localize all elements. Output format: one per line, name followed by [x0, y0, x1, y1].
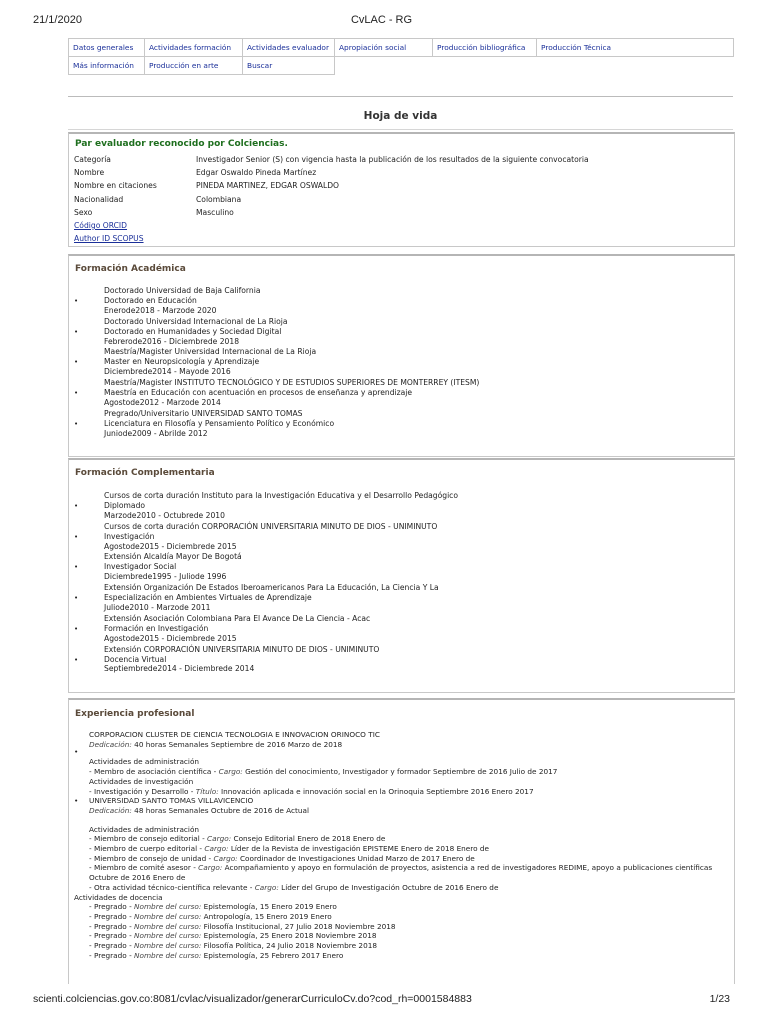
period: Juliode2010 - Marzode 2011	[104, 602, 211, 612]
nav-produccion-bibliografica[interactable]: Producción bibliográfica	[433, 39, 537, 57]
degree: Doctorado en Humanidades y Sociedad Digital	[104, 326, 282, 336]
degree: Master en Neuropsicología y Aprendizaje	[104, 357, 260, 367]
field-label: Nacionalidad	[74, 194, 124, 204]
teaching-item: - Pregrado - Nombre del curso: Filosofía Institucional, 27 Julio 2018 Noviembre 2018	[89, 921, 396, 931]
academic-heading: Formación Académica	[75, 264, 186, 274]
list-item	[74, 552, 724, 582]
course: Formación en Investigación	[104, 623, 209, 633]
nav-apropiacion-social[interactable]: Apropiación social	[335, 39, 433, 57]
field-value: Colombiana	[196, 194, 242, 204]
admin-item-cont: Octubre de 2016 Enero de	[89, 873, 186, 883]
scopus-link[interactable]: Author ID SCOPUS	[74, 234, 144, 244]
institution: Maestría/Magister Universidad Internacional de La Rioja	[104, 347, 317, 357]
institution: Cursos de corta duración CORPORACIÓN UNIVERSITARIA MINUTO DE DIOS - UNIMINUTO	[104, 521, 438, 531]
teaching-item: - Pregrado - Nombre del curso: Filosofía Política, 24 Julio 2018 Noviembre 2018	[89, 941, 377, 951]
print-url: scienti.colciencias.gov.co:8081/cvlac/visualizador/generarCurriculoCv.do?cod_rh=0001584883	[33, 993, 472, 1005]
bullet-icon: •	[74, 563, 79, 572]
list-item	[74, 378, 724, 408]
bullet-icon: •	[74, 624, 79, 633]
bullet-icon: •	[74, 327, 79, 336]
nav-actividades-evaluador[interactable]: Actividades evaluador	[243, 39, 335, 57]
institution: Extensión Alcaldía Mayor De Bogotá	[104, 552, 242, 562]
dedication: Dedicación: 40 horas Semanales Septiembre de 2016 Marzo de 2018	[89, 739, 343, 749]
period: Agostode2012 - Marzode 2014	[104, 397, 221, 407]
period: Febrerode2016 - Diciembrede 2018	[104, 336, 240, 346]
complementary-heading: Formación Complementaria	[75, 468, 215, 478]
period: Diciembrede2014 - Mayode 2016	[104, 367, 231, 377]
teaching-item: - Pregrado - Nombre del curso: Antropología, 15 Enero 2019 Enero	[89, 911, 332, 921]
print-header	[33, 14, 730, 30]
course: Docencia Virtual	[104, 654, 167, 664]
nav-produccion-arte[interactable]: Producción en arte	[145, 57, 243, 75]
print-date: 21/1/2020	[33, 14, 82, 26]
organization-name: UNIVERSIDAD SANTO TOMAS VILLAVICENCIO	[89, 796, 254, 806]
bullet-icon: •	[74, 655, 79, 664]
field-value: Investigador Senior (S) con vigencia hasta la publicación de los resultados de la siguiente convocatoria	[196, 155, 589, 164]
field-value: PINEDA MARTINEZ, EDGAR OSWALDO	[196, 181, 340, 191]
teaching-heading: Actividades de docencia	[74, 892, 163, 902]
complementary-list	[74, 491, 724, 675]
list-item	[74, 286, 724, 316]
admin-item: - Miembro de comité asesor - Cargo: Acompañamiento y apoyo en formulación de proyectos, asistencia a red de investigadores REDIME, apoyo a publicaciones científicas	[89, 863, 713, 873]
list-item	[74, 409, 724, 439]
research-item: - Investigación y Desarrollo - Título: Innovación aplicada e innovación social en la Orinoquia Septiembre 2016 Enero 2017	[89, 786, 534, 796]
nav-empty	[335, 57, 734, 75]
degree: Maestría en Educación con acentuación en procesos de enseñanza y aprendizaje	[104, 388, 413, 398]
list-item	[74, 491, 724, 521]
nav-datos-generales[interactable]: Datos generales	[69, 39, 145, 57]
bullet-icon: •	[74, 358, 79, 367]
course: Especialización en Ambientes Virtuales de Aprendizaje	[104, 593, 312, 603]
period: Agostode2015 - Diciembrede 2015	[104, 541, 237, 551]
list-item	[74, 522, 724, 552]
course: Investigador Social	[104, 562, 177, 572]
list-item	[74, 317, 724, 347]
bullet-icon: •	[74, 297, 79, 305]
bullet-icon: •	[74, 796, 79, 806]
field-label: Nombre en citaciones	[74, 181, 157, 191]
degree: Doctorado en Educación	[104, 295, 197, 305]
period: Enerode2018 - Marzode 2020	[104, 305, 217, 315]
print-title: CvLAC - RG	[350, 14, 413, 26]
admin-heading: Actividades de administración	[89, 757, 200, 767]
degree: Licenciatura en Filosofía y Pensamiento Político y Económico	[104, 418, 335, 428]
institution: Extensión Asociación Colombiana Para El Avance De La Ciencia - Acac	[104, 613, 371, 623]
nav-menu	[68, 38, 734, 75]
nav-actividades-formacion[interactable]: Actividades formación	[145, 39, 243, 57]
field-label: Nombre	[74, 168, 105, 178]
admin-item: - Miembro de consejo de unidad - Cargo: Coordinador de Investigaciones Unidad Marzo de 2017 Enero de	[89, 853, 475, 863]
period: Septiembrede2014 - Diciembrede 2014	[104, 664, 255, 674]
institution: Maestría/Magister INSTITUTO TECNOLÓGICO Y DE ESTUDIOS SUPERIORES DE MONTERREY (ITESM)	[104, 378, 480, 388]
bullet-icon: •	[74, 594, 79, 603]
institution: Cursos de corta duración Instituto para la Investigación Educativa y el Desarrollo Pedagógico	[104, 491, 459, 500]
admin-item: - Miembro de consejo editorial - Cargo: Consejo Editorial Enero de 2018 Enero de	[89, 834, 386, 844]
period: Agostode2015 - Diciembrede 2015	[104, 633, 237, 643]
field-label: Sexo	[74, 207, 93, 217]
admin-item: - Miembro de cuerpo editorial - Cargo: Líder de la Revista de investigación EPISTEME Enero de 2018 Enero de	[89, 844, 490, 854]
orcid-link[interactable]: Código ORCID	[74, 220, 128, 230]
nav-buscar[interactable]: Buscar	[243, 57, 335, 75]
institution: Extensión Organización De Estados Iberoamericanos Para La Educación, La Ciencia Y La	[104, 583, 439, 593]
other-activity: - Otra actividad técnico-científica relevante - Cargo: Líder del Grupo de Investigación Octubre de 2016 Enero de	[89, 882, 499, 892]
field-value: Masculino	[196, 207, 234, 217]
dedication: Dedicación: 48 horas Semanales Octubre de 2016 de Actual	[89, 805, 310, 815]
admin-item: - Membro de asociación científica - Cargo: Gestión del conocimiento, Investigador y formador Septiembre de 2016 Julio de 2017	[89, 767, 558, 777]
bullet-icon: •	[74, 419, 79, 428]
organization-name: CORPORACION CLUSTER DE CIENCIA TECNOLOGIA E INNOVACION ORINOCO TIC	[89, 730, 380, 739]
bullet-icon: •	[74, 747, 79, 757]
divider	[68, 96, 733, 97]
period: Diciembrede1995 - Juliode 1996	[104, 572, 227, 582]
list-item	[74, 645, 724, 675]
institution: Pregrado/Universitario UNIVERSIDAD SANTO TOMAS	[104, 408, 303, 418]
divider	[68, 129, 733, 130]
evaluator-heading: Par evaluador reconocido por Colciencias.	[75, 139, 288, 149]
research-heading: Actividades de investigación	[89, 776, 194, 786]
field-value: Edgar Oswaldo Pineda Martínez	[196, 168, 317, 178]
bullet-icon: •	[74, 389, 79, 398]
teaching-item: - Pregrado - Nombre del curso: Epistemología, 25 Enero 2018 Noviembre 2018	[89, 931, 377, 941]
institution: Extensión CORPORACIÓN UNIVERSITARIA MINUTO DE DIOS - UNIMINUTO	[104, 644, 380, 654]
academic-list	[74, 286, 724, 440]
nav-produccion-tecnica[interactable]: Producción Técnica	[537, 39, 734, 57]
print-footer	[33, 993, 730, 1005]
field-label: Categoría	[74, 155, 111, 164]
course: Diplomado	[104, 500, 146, 510]
period: Juniode2009 - Abrilde 2012	[104, 428, 208, 438]
experience-list	[74, 730, 734, 960]
bullet-icon: •	[74, 502, 79, 510]
print-page-number: 1/23	[709, 993, 730, 1005]
experience-heading: Experiencia profesional	[75, 709, 195, 719]
course: Investigación	[104, 531, 155, 541]
list-item	[74, 583, 724, 613]
bullet-icon: •	[74, 532, 79, 541]
list-item	[74, 614, 724, 644]
nav-mas-informacion[interactable]: Más información	[69, 57, 145, 75]
institution: Doctorado Universidad Internacional de La Rioja	[104, 316, 288, 326]
period: Marzode2010 - Octubrede 2010	[104, 510, 225, 520]
list-item	[74, 347, 724, 377]
admin-heading: Actividades de administración	[89, 824, 200, 834]
institution: Doctorado Universidad de Baja California	[104, 286, 261, 295]
profile-fields	[74, 153, 589, 245]
teaching-item: - Pregrado - Nombre del curso: Epistemología, 25 Febrero 2017 Enero	[89, 950, 344, 960]
page-title: Hoja de vida	[363, 110, 438, 122]
teaching-item: - Pregrado - Nombre del curso: Epistemología, 15 Enero 2019 Enero	[89, 902, 337, 912]
